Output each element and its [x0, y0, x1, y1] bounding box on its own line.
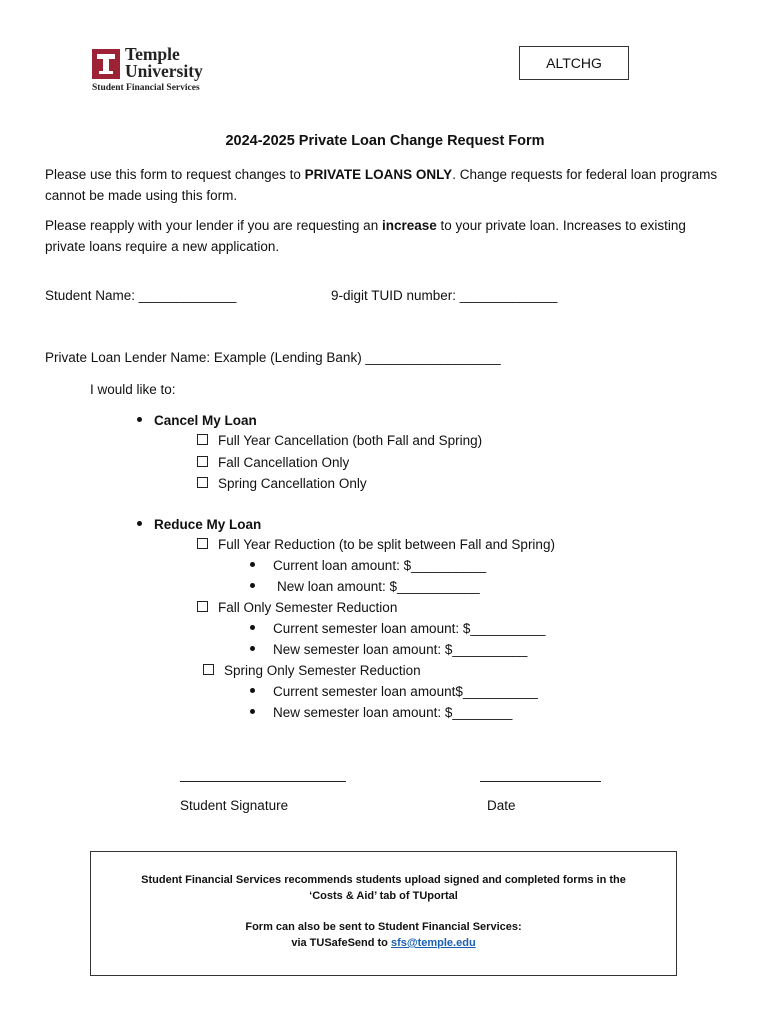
logo-wordmark: Temple University — [125, 44, 203, 81]
logo-subtitle: Student Financial Services — [92, 83, 200, 93]
submission-notice-box — [90, 851, 677, 976]
bullet-icon — [250, 688, 255, 693]
cancel-option-spring[interactable]: Spring Cancellation Only — [197, 476, 367, 491]
intro-paragraph-1: Please use this form to request changes to PRIVATE LOANS ONLY. Change requests for federal loan programs cannot be made using this form. — [45, 167, 718, 203]
reduce-heading: Reduce My Loan — [137, 517, 261, 532]
email-link[interactable]: sfs@temple.edu — [390, 937, 476, 949]
lender-name-field[interactable]: Private Loan Lender Name: Example (Lending Bank) __________________ — [45, 350, 501, 365]
checkbox-icon[interactable] — [197, 601, 208, 612]
checkbox-icon[interactable] — [197, 456, 208, 467]
bullet-icon — [250, 646, 255, 651]
date-line[interactable] — [480, 781, 601, 782]
fall-new-amount[interactable]: New semester loan amount: $__________ — [250, 642, 527, 657]
cancel-heading: Cancel My Loan — [137, 413, 257, 428]
reduce-option-fall[interactable]: Fall Only Semester Reduction — [197, 600, 397, 615]
date-label: Date — [487, 798, 516, 813]
form-title: 2024-2025 Private Loan Change Request Form — [225, 133, 545, 149]
tuid-field[interactable]: 9-digit TUID number: _____________ — [331, 288, 558, 303]
bullet-icon — [250, 562, 255, 567]
notice-line-3: Form can also be sent to Student Financial Services: — [245, 921, 522, 933]
reduce-option-full-year[interactable]: Full Year Reduction (to be split between Fall and Spring) — [197, 537, 555, 552]
form-code-box: ALTCHG — [519, 46, 629, 80]
notice-line-2: ‘Costs & Aid’ tab of TUportal — [309, 890, 458, 902]
temple-t-icon — [92, 49, 120, 79]
bullet-icon — [137, 417, 142, 422]
bullet-icon — [137, 521, 142, 526]
cancel-option-full-year[interactable]: Full Year Cancellation (both Fall and Spring) — [197, 433, 482, 448]
spring-current-amount[interactable]: Current semester loan amount$__________ — [250, 684, 538, 699]
checkbox-icon[interactable] — [197, 477, 208, 488]
spring-new-amount[interactable]: New semester loan amount: $________ — [250, 705, 512, 720]
fall-current-amount[interactable]: Current semester loan amount: $__________ — [250, 621, 545, 636]
temple-logo — [92, 46, 232, 96]
cancel-option-fall[interactable]: Fall Cancellation Only — [197, 455, 349, 470]
reduce-option-spring[interactable]: Spring Only Semester Reduction — [203, 663, 421, 678]
notice-line-4: via TUSafeSend to sfs@temple.edu — [291, 937, 476, 949]
student-signature-label: Student Signature — [180, 798, 289, 813]
full-year-current-amount[interactable]: Current loan amount: $__________ — [250, 558, 486, 573]
i-would-like-label: I would like to: — [90, 382, 176, 397]
intro-paragraph-2: Please reapply with your lender if you are requesting an increase to your private loan. Increases to existing private loans require a new application. — [45, 218, 686, 254]
checkbox-icon[interactable] — [203, 664, 214, 675]
student-name-field[interactable]: Student Name: _____________ — [45, 288, 237, 303]
full-year-new-amount[interactable]: New loan amount: $___________ — [250, 579, 480, 594]
bullet-icon — [250, 625, 255, 630]
checkbox-icon[interactable] — [197, 538, 208, 549]
notice-line-1: Student Financial Services recommends students upload signed and completed forms in the — [141, 874, 626, 886]
signature-line[interactable] — [180, 781, 346, 782]
checkbox-icon[interactable] — [197, 434, 208, 445]
bullet-icon — [250, 583, 255, 588]
bullet-icon — [250, 709, 255, 714]
